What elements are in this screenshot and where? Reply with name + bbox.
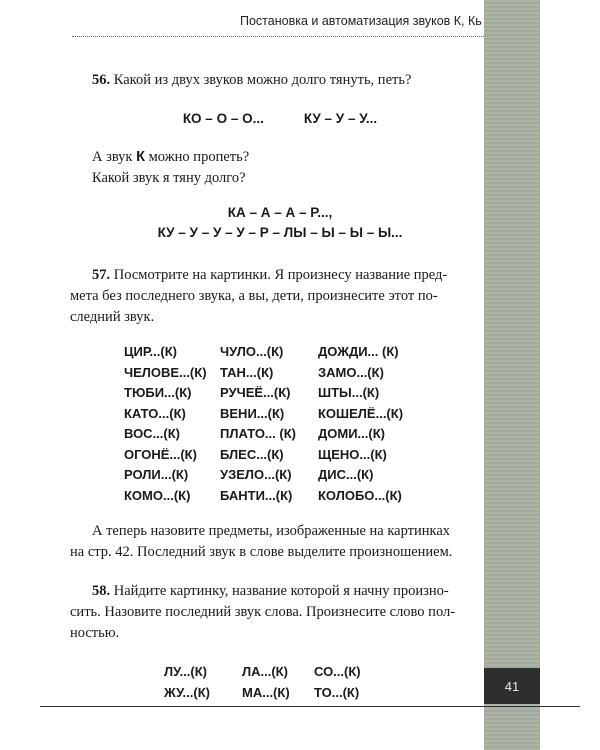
ex57-text: мета без последнего звука, а вы, дети, произнесите этот по- — [70, 288, 438, 304]
word-cell: КАТО...(К) — [124, 405, 186, 421]
word-cell: ВОС...(К) — [124, 426, 180, 441]
word-cell: ВЕНИ...(К) — [220, 405, 285, 421]
word-cell: БЛЕС...(К) — [220, 446, 284, 462]
word-cell: СО...(К) — [314, 664, 361, 679]
ex56-words — [92, 109, 468, 129]
ex56-q3: Какой звук я тяну долго? — [92, 170, 246, 186]
ex58-number: 58. — [92, 583, 111, 599]
word-cell: ЦИР...(К) — [124, 344, 177, 359]
ex58-text: сить. Назовите последний звук слова. Произнесите слово пол- — [70, 604, 456, 620]
ex57-number: 57. — [92, 267, 111, 283]
word-cell: ТАН...(К) — [220, 364, 274, 380]
ex57-after: на стр. 42. Последний звук в слове выделите произношением. — [70, 544, 453, 560]
word-cell: ЧУЛО...(К) — [220, 344, 284, 359]
ex57-after: А теперь назовите предметы, изображенные на картинках — [92, 523, 451, 539]
ex56-number: 56. — [92, 72, 111, 88]
ex56-line2: КУ – У – У – У – Р – ЛЫ – Ы – Ы – Ы... — [157, 225, 403, 240]
ex58-word-grid — [164, 662, 468, 702]
ex57-word-grid — [124, 342, 468, 505]
word-cell: КОМО...(К) — [124, 487, 191, 503]
ex56-line1: КА – А – А – Р..., — [227, 205, 333, 220]
word-cell: МА...(К) — [242, 684, 290, 700]
ex56-word: КО – О – О... — [182, 111, 264, 126]
page-number: 41 — [484, 668, 540, 704]
ex56-question: 56. Какой из двух звуков можно долго тянуть, петь? — [92, 72, 412, 88]
ex58-text: 58. Найдите картинку, название которой я начну произно- — [92, 583, 449, 599]
word-cell: КОЛОБО...(К) — [318, 487, 402, 503]
header-divider — [72, 36, 484, 37]
word-cell: ЩЕНО...(К) — [318, 446, 387, 462]
word-cell: РУЧЕЁ...(К) — [220, 385, 291, 400]
ex56-word: КУ – У – У... — [303, 111, 378, 126]
word-cell: ЗАМО...(К) — [318, 364, 384, 380]
ex57-text: следний звук. — [70, 309, 155, 325]
word-cell: ЧЕЛОВЕ...(К) — [124, 364, 207, 380]
word-cell: ЛУ...(К) — [164, 664, 208, 679]
side-stripe — [484, 0, 540, 750]
word-cell: ЖУ...(К) — [164, 684, 210, 700]
word-cell: ДОЖДИ... (К) — [318, 344, 399, 359]
word-cell: ДИС...(К) — [318, 467, 374, 482]
ex56-q2: А звук К можно пропеть? — [92, 149, 250, 165]
word-cell: ПЛАТО... (К) — [220, 426, 296, 441]
word-cell: БАНТИ...(К) — [220, 487, 293, 503]
word-cell: ДОМИ...(К) — [318, 426, 385, 441]
word-cell: УЗЕЛО...(К) — [220, 467, 292, 482]
word-cell: ЛА...(К) — [242, 664, 288, 679]
word-cell: ТО...(К) — [314, 684, 360, 700]
running-header: Постановка и автоматизация звуков К, Кь — [240, 14, 482, 28]
word-cell: ШТЫ...(К) — [318, 385, 380, 400]
ex57-text: 57. Посмотрите на картинки. Я произнесу название пред- — [92, 267, 448, 283]
ex58-text: ностью. — [70, 625, 120, 641]
word-cell: ОГОНЁ...(К) — [124, 446, 197, 462]
word-cell: РОЛИ...(К) — [124, 467, 189, 482]
word-cell: КОШЕЛЁ...(К) — [318, 405, 404, 421]
word-cell: ТЮБИ...(К) — [124, 385, 192, 400]
footer-divider — [40, 706, 580, 707]
page-content — [70, 70, 468, 702]
sound-letter: К — [136, 149, 145, 165]
